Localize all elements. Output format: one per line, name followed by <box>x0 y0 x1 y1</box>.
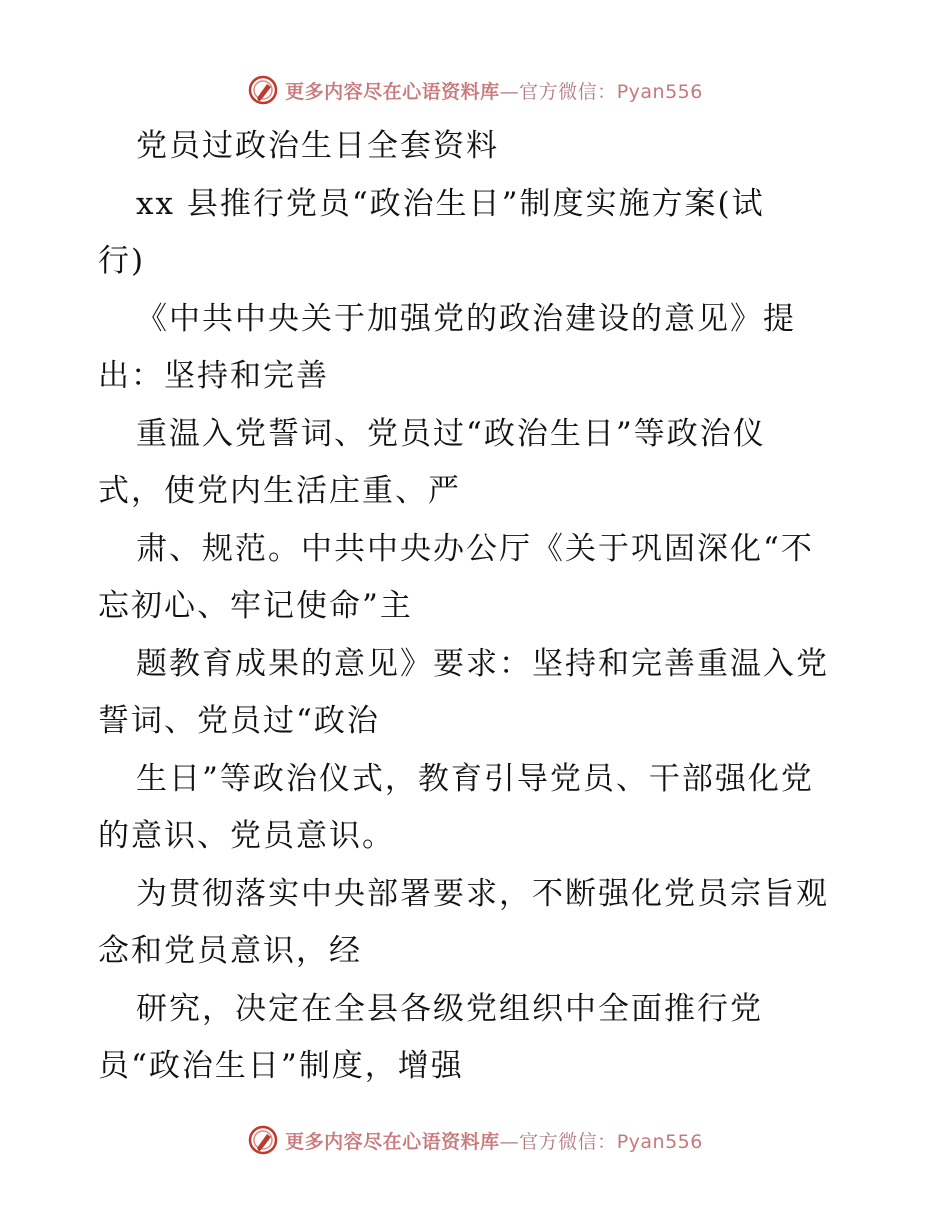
document-line: 式，使党内生活庄重、严 <box>98 473 461 509</box>
document-line: 念和党员意识，经 <box>98 933 362 969</box>
document-line: 忘初心、牢记使命”主 <box>98 588 413 624</box>
document-line: 员“政治生日”制度，增强 <box>98 1048 464 1084</box>
document-line: 题教育成果的意见》要求：坚持和完善重温入党 <box>136 645 829 682</box>
document-body <box>98 118 858 1096</box>
header-banner-wechat-label: 官方微信： <box>519 80 617 103</box>
header-banner-wechat-id: Pyan556 <box>616 80 703 103</box>
document-line: 出：坚持和完善 <box>98 358 329 394</box>
document-line: 誓词、党员过“政治 <box>98 703 380 739</box>
header-banner-main: 更多内容尽在心语资料库 <box>285 80 500 103</box>
document-line: 重温入党誓词、党员过“政治生日”等政治仪 <box>136 415 766 452</box>
header-banner-dash: — <box>499 80 520 103</box>
pen-nib-logo-icon <box>247 74 279 106</box>
pen-nib-logo-icon <box>247 1124 279 1156</box>
document-line: 为贯彻落实中央部署要求，不断强化党员宗旨观 <box>136 875 829 912</box>
document-line: 生日”等政治仪式，教育引导党员、干部强化党 <box>136 760 814 797</box>
footer-banner-wechat-label: 官方微信： <box>519 1130 617 1153</box>
document-line: 研究，决定在全县各级党组织中全面推行党 <box>136 990 763 1027</box>
document-line: 的意识、党员意识。 <box>98 818 395 854</box>
document-line: xx 县推行党员“政治生日”制度实施方案(试 <box>136 185 765 222</box>
footer-banner-wechat-id: Pyan556 <box>616 1130 703 1153</box>
header-banner <box>0 72 950 108</box>
document-line: 行) <box>98 243 146 279</box>
header-banner-text <box>285 77 703 104</box>
footer-banner-main: 更多内容尽在心语资料库 <box>285 1130 500 1153</box>
document-line: 《中共中央关于加强党的政治建设的意见》提 <box>136 300 796 337</box>
footer-banner-text <box>285 1127 703 1154</box>
document-line: 肃、规范。中共中央办公厅《关于巩固深化“不 <box>136 530 814 567</box>
footer-banner <box>0 1122 950 1158</box>
document-title: 党员过政治生日全套资料 <box>136 128 499 164</box>
footer-banner-dash: — <box>499 1130 520 1153</box>
